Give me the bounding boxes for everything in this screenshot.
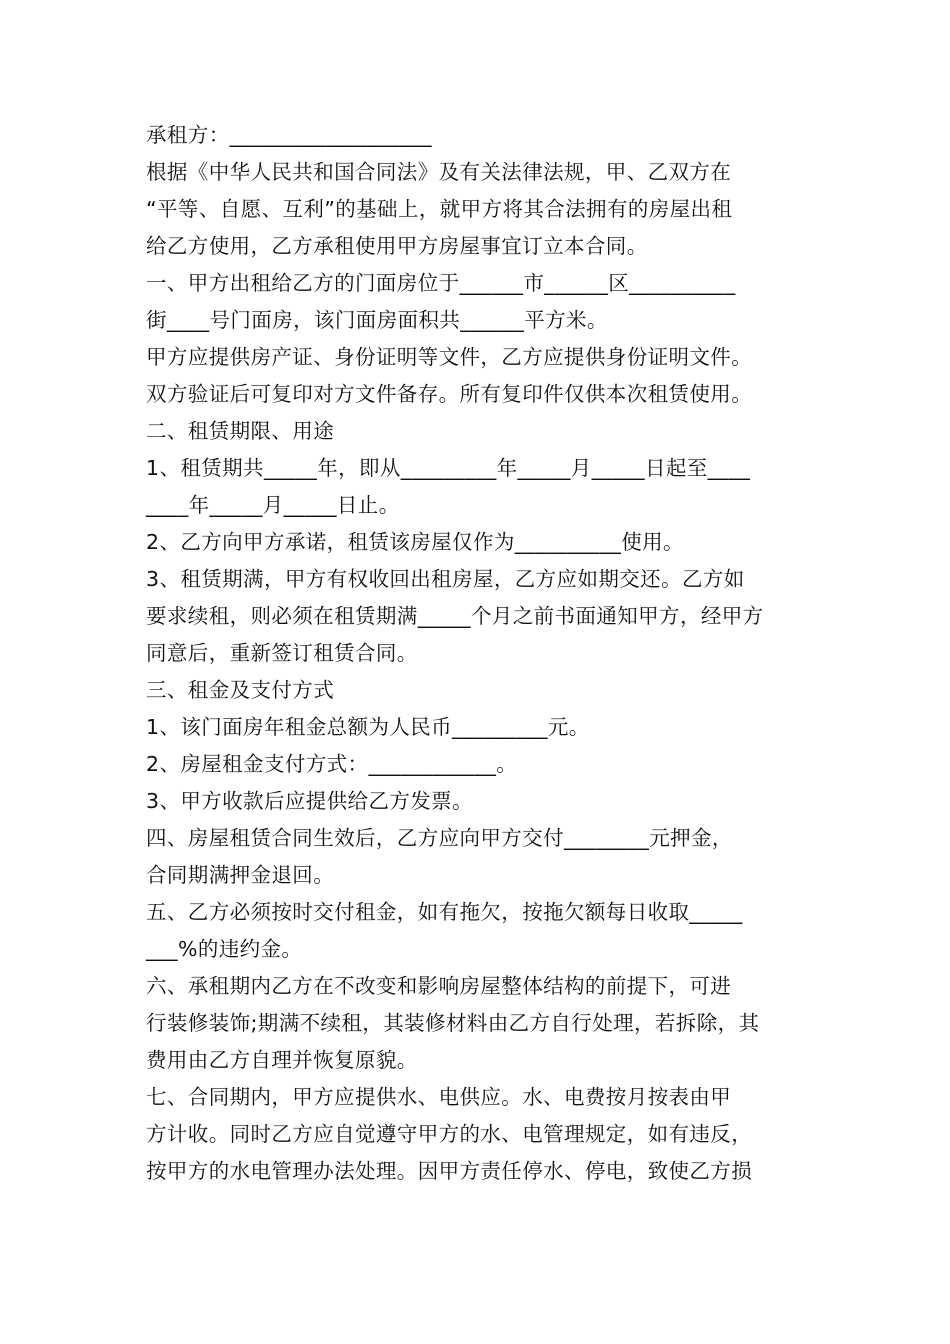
document-line: 二、租赁期限、用途 — [146, 419, 335, 443]
document-line: 费用由乙方自理并恢复原貌。 — [146, 1048, 418, 1072]
document-line: 1、租赁期共_____年，即从_________年_____月_____日起至____ — [146, 456, 751, 480]
document-line: 五、乙方必须按时交付租金，如有拖欠，按拖欠额每日收取_____ — [146, 900, 743, 924]
document-line: 根据《中华人民共和国合同法》及有关法律法规，甲、乙双方在 — [146, 160, 732, 184]
document-line: 六、承租期内乙方在不改变和影响房屋整体结构的前提下，可进 — [146, 974, 732, 998]
document-line: ____年_____月_____日止。 — [146, 493, 400, 517]
document-line: 要求续租，则必须在租赁期满_____个月之前书面通知甲方，经甲方 — [146, 604, 764, 628]
document-line: 3、甲方收款后应提供给乙方发票。 — [146, 789, 473, 813]
document-line: 1、该门面房年租金总额为人民币_________元。 — [146, 715, 590, 739]
document-line: 同意后，重新签订租赁合同。 — [146, 641, 418, 665]
document-line: 承租方：___________________ — [146, 123, 432, 147]
document-line: 三、租金及支付方式 — [146, 678, 335, 702]
document-line: 街____号门面房，该门面房面积共______平方米。 — [146, 308, 608, 332]
document-line: 2、房屋租金支付方式：____________。 — [146, 752, 518, 776]
contract-body — [146, 117, 812, 1190]
document-line: 3、租赁期满，甲方有权收回出租房屋，乙方应如期交还。乙方如 — [146, 567, 745, 591]
document-line: 四、房屋租赁合同生效后，乙方应向甲方交付________元押金， — [146, 826, 733, 850]
document-line: 一、甲方出租给乙方的门面房位于______市______区__________ — [146, 271, 736, 295]
document-line: 合同期满押金退回。 — [146, 863, 335, 887]
document-line: 2、乙方向甲方承诺，租赁该房屋仅作为__________使用。 — [146, 530, 684, 554]
document-line: 行装修装饰;期满不续租，其装修材料由乙方自行处理，若拆除，其 — [146, 1011, 760, 1035]
document-line: 甲方应提供房产证、身份证明等文件，乙方应提供身份证明文件。 — [146, 345, 753, 369]
document-line: 给乙方使用，乙方承租使用甲方房屋事宜订立本合同。 — [146, 234, 648, 258]
document-line: 方计收。同时乙方应自觉遵守甲方的水、电管理规定，如有违反， — [146, 1122, 753, 1146]
document-line: 双方验证后可复印对方文件备存。所有复印件仅供本次租赁使用。 — [146, 382, 753, 406]
document-line: 按甲方的水电管理办法处理。因甲方责任停水、停电，致使乙方损 — [146, 1159, 753, 1183]
document-line: ___%的违约金。 — [146, 937, 303, 961]
document-line: “平等、自愿、互利”的基础上，就甲方将其合法拥有的房屋出租 — [146, 197, 733, 221]
document-line: 七、合同期内，甲方应提供水、电供应。水、电费按月按表由甲 — [146, 1085, 732, 1109]
